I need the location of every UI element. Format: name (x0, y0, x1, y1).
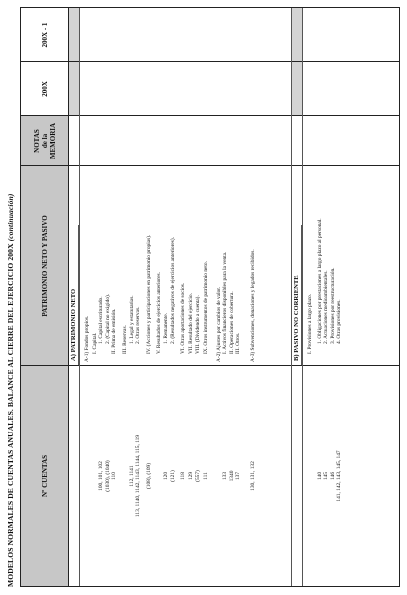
line-item: 1. Obligaciones por prestaciones a largo plazo al personal. (316, 218, 323, 344)
line-item: 3. Provisiones por reestructuración. (329, 267, 336, 344)
line-item: III. Otros. (235, 332, 242, 354)
line-item: VIII. (Dividendo a cuenta). (195, 295, 202, 354)
line-item: IX. Otros instrumentos de patrimonio neto. (203, 261, 209, 354)
account-number: 133 (222, 471, 229, 481)
header-cuentas: Nº CUENTAS (21, 366, 69, 586)
account-number: 120 (163, 471, 169, 481)
account-number: (108), (109) (145, 462, 152, 490)
line-item: VI. Otras aportaciones de socios. (180, 282, 187, 354)
line-item: V. Resultados de ejercicios anteriores. (156, 272, 163, 354)
line-item: A-1) Fondos propios. (84, 315, 90, 362)
line-item: I. Provisiones a largo plazo. (307, 293, 313, 354)
rule-a (79, 8, 80, 586)
divider-4 (21, 61, 399, 62)
account-number: 100, 101, 102 (98, 461, 105, 491)
line-item: IV. (Acciones y participaciones en patrimonio propias). (145, 234, 152, 354)
line-item: 2. Actuaciones medioambientales. (323, 270, 330, 344)
header-year-2: 200X - 1 (21, 8, 69, 62)
account-number: 112, 1141 (128, 465, 135, 487)
line-item: 1. Legal y estatutarias. (128, 295, 135, 344)
line-item: A-2) Ajustes por cambios de valor. (215, 286, 222, 362)
line-item: 2. (Capital no exigido). (104, 293, 111, 344)
account-number: 118 (180, 472, 187, 480)
balance-table (20, 7, 400, 587)
line-item: II. Prima de emisión. (111, 308, 118, 354)
title-main: MODELOS NORMALES DE CUENTAS ANUALES. BALANCE AL CIERRE DEL EJERCICIO 200X (6, 243, 15, 587)
account-number: (1030), (1040) (104, 460, 111, 492)
account-number: 146 (329, 471, 336, 481)
header-notas-1: NOTAS (32, 129, 41, 153)
shade-a (69, 8, 79, 116)
line-item: I. Activos financieros disponibles para la venta. (222, 251, 229, 354)
title-note: (continuación) (6, 193, 15, 242)
header-notas (21, 116, 69, 166)
line-item: 2. Otras reservas. (135, 306, 142, 344)
header-year-1: 200X (21, 62, 69, 116)
line-item: III. Reservas. (122, 325, 128, 354)
account-number: 129 (187, 471, 194, 481)
account-number: (557) (195, 470, 202, 482)
section-b: B) PASIVO NO CORRIENTE (292, 225, 302, 365)
header-notas-2: de la (40, 133, 49, 149)
divider-3 (21, 115, 399, 116)
account-number: 145 (323, 471, 330, 481)
account-number: 111 (203, 472, 209, 480)
account-number: 130, 131, 132 (250, 461, 256, 491)
account-number: 137 (235, 471, 242, 481)
line-item: 4. Otras provisiones. (336, 299, 343, 344)
account-number: 110 (111, 472, 118, 480)
line-item: VII. Resultado del ejercicio. (187, 293, 194, 354)
account-number: 141, 142, 143, 145, 147 (336, 450, 343, 502)
section-a: A) PATRIMONIO NETO (69, 225, 79, 365)
line-item: 1. Capital escriturado. (98, 296, 105, 344)
shade-b (292, 8, 302, 116)
line-item: II. Operaciones de cobertura. (228, 291, 235, 354)
line-item: 2. (Resultados negativos de ejercicios anteriores). (169, 236, 176, 344)
header-patrimonio: PATRIMONIO NETO Y PASIVO (21, 166, 69, 366)
account-number: (121) (169, 470, 176, 482)
line-item: 1. Remanente. (163, 313, 169, 344)
line-item: A-3) Subvenciones, donaciones y legados recibidos. (250, 249, 256, 362)
divider-2 (21, 165, 399, 166)
header-notas-3: MEMORIA (48, 122, 57, 160)
account-number: 1340 (228, 470, 235, 482)
account-number: 113, 1140, 1142, 1143, 1144, 115, 119 (135, 434, 142, 518)
line-item: I. Capital. (91, 332, 98, 354)
rule-b (302, 8, 303, 586)
page-title (6, 7, 15, 587)
account-number: 140 (316, 471, 323, 481)
